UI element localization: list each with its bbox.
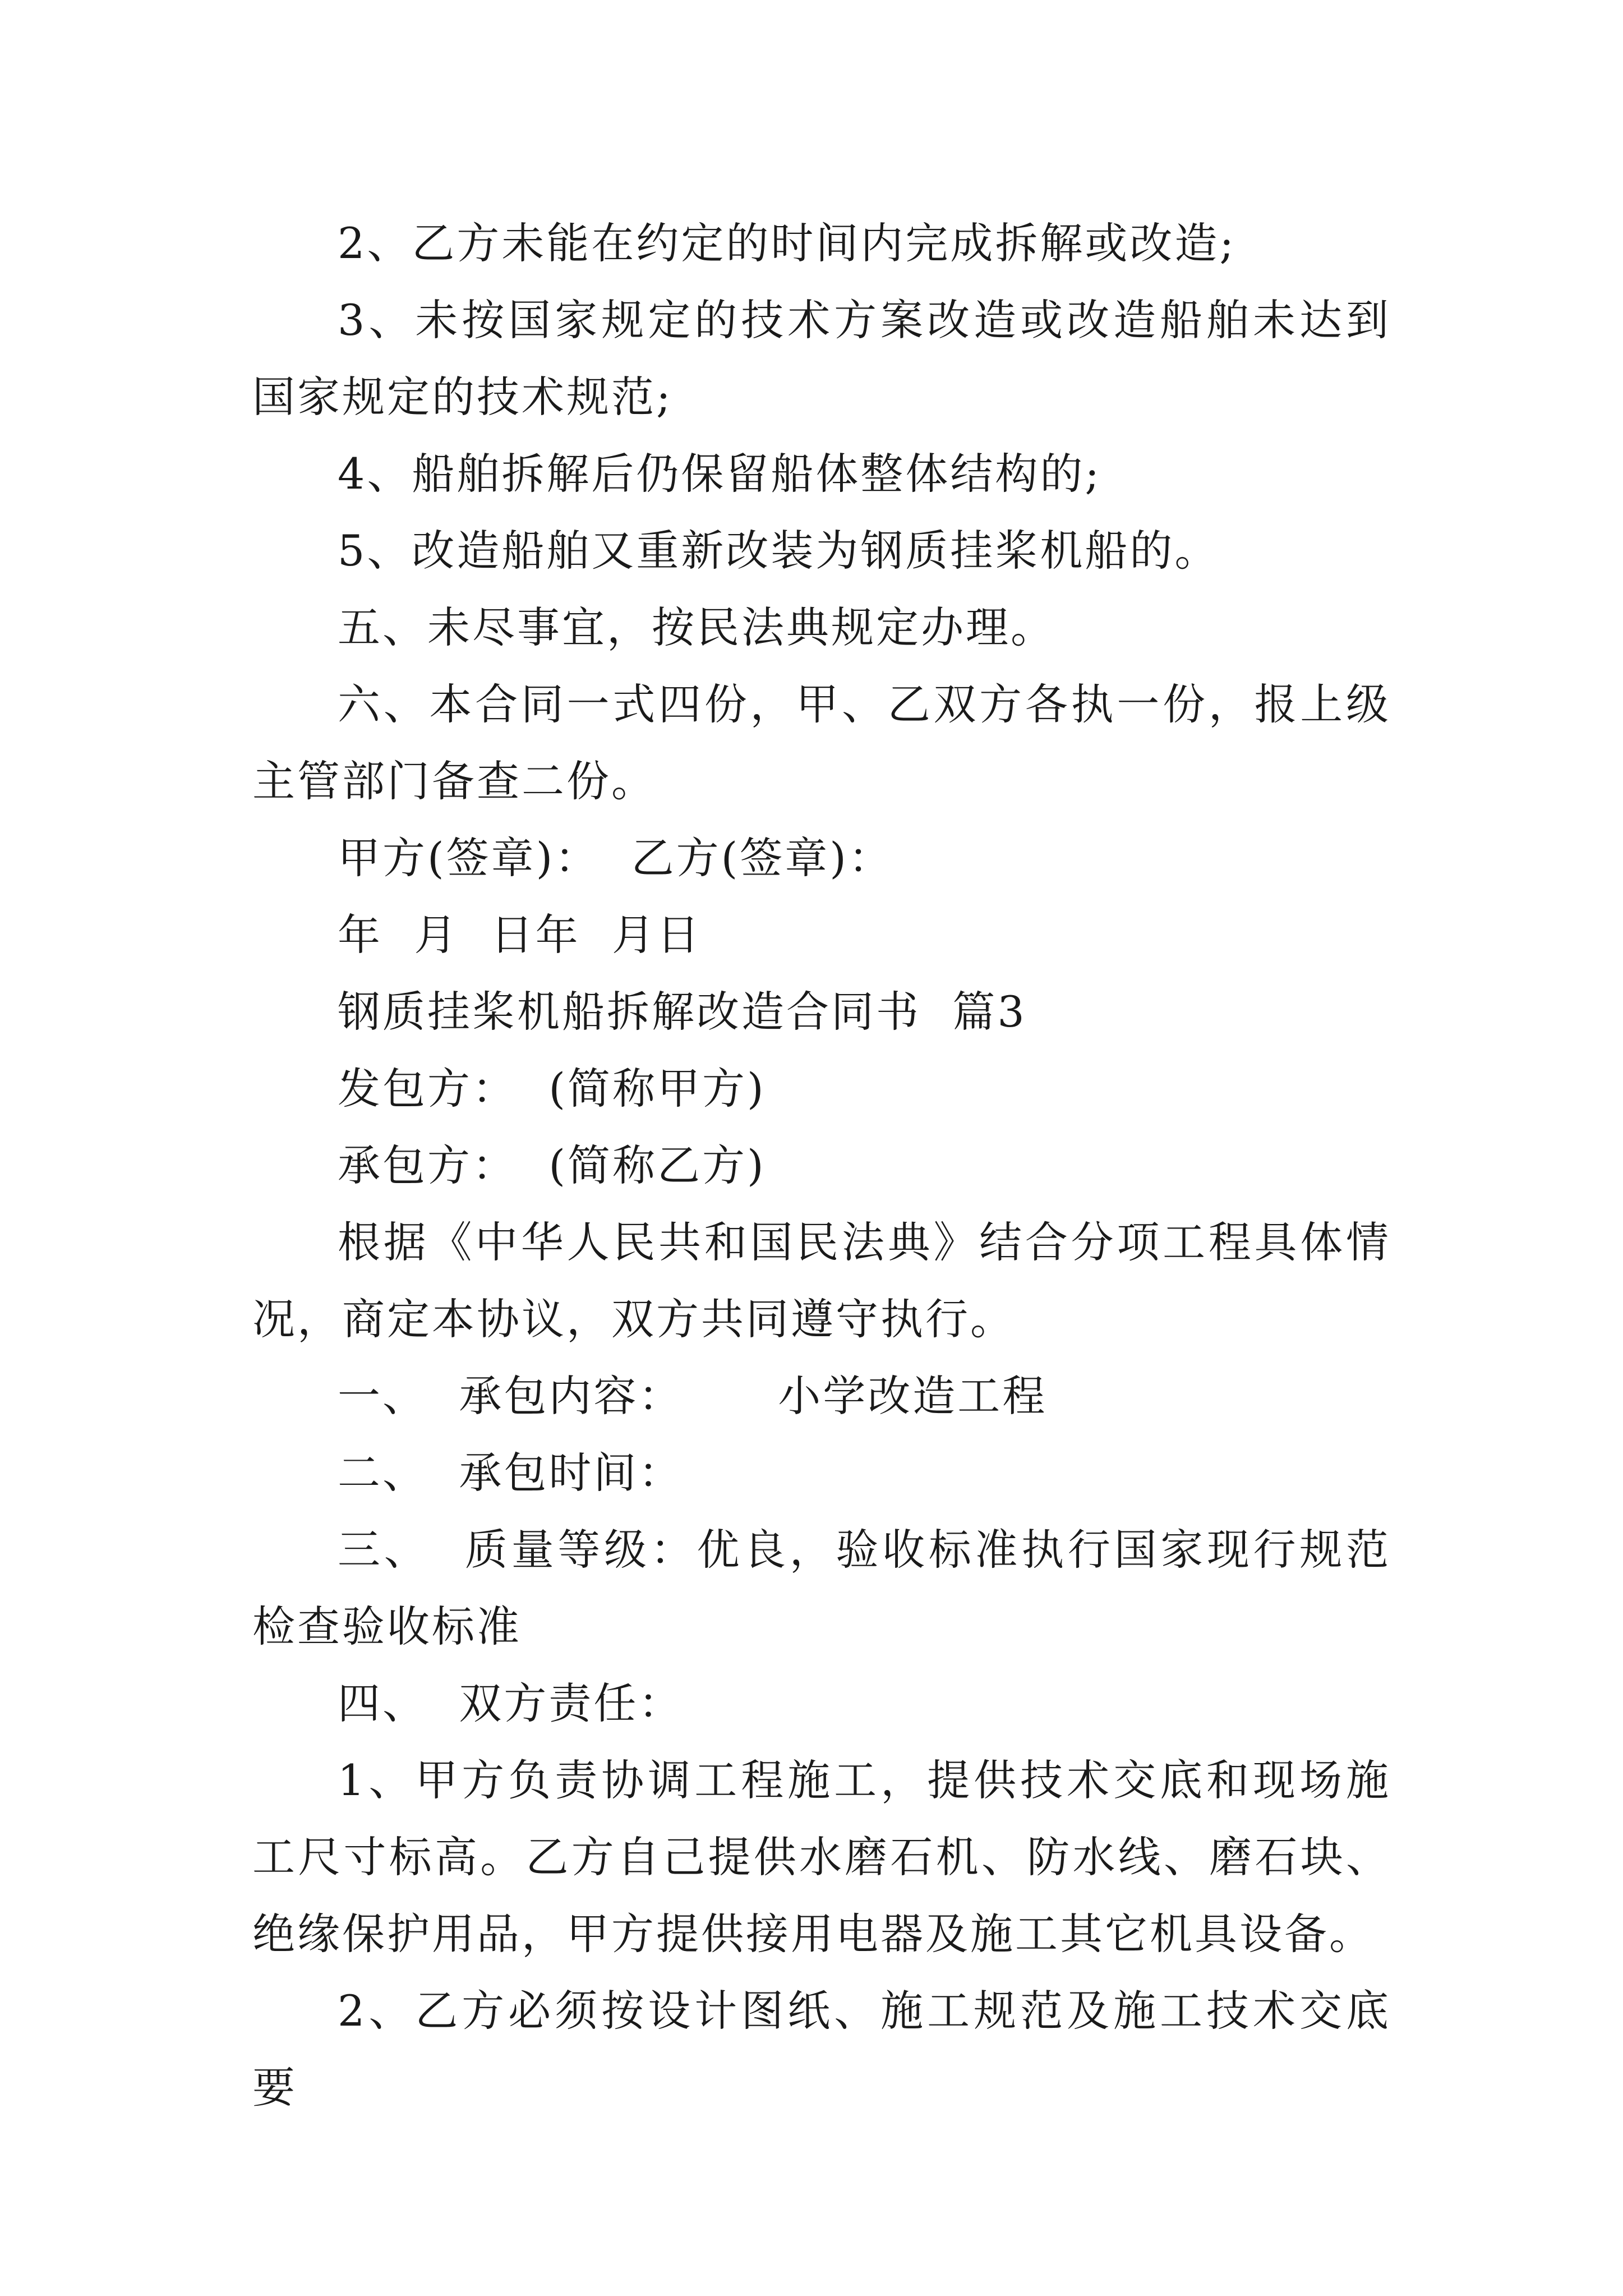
- clause-4-hull-retained: 4、船舶拆解后仍保留船体整体结构的;: [338, 449, 1101, 499]
- item-4-responsibilities: 四、 双方责任：: [338, 1678, 684, 1728]
- section-5-unsettled-matters: 五、未尽事宜，按民法典规定办理。: [338, 602, 1055, 652]
- section-6-copies: 六、本合同一式四份，甲、乙双方各执一份，报上级主管部门备查二份。: [252, 679, 1391, 806]
- responsibility-1-party-a: 1、甲方负责协调工程施工，提供技术交底和现场施工尺寸标高。乙方自己提供水磨石机、防水线、磨石块、绝缘保护用品，甲方提供接用电器及施工其它机具设备。: [252, 1755, 1391, 1959]
- responsibility-2-party-b: 2、乙方必须按设计图纸、施工规范及施工技术交底要: [252, 1986, 1391, 2113]
- item-3-quality: 三、 质量等级：优良，验收标准执行国家现行规范检查验收标准: [252, 1525, 1391, 1651]
- document-body: [252, 205, 1391, 2126]
- signature-line: 甲方(签章)： 乙方(签章)：: [338, 833, 893, 883]
- clause-3-nonconforming-modification: 3、未按国家规定的技术方案改造或改造船舶未达到国家规定的技术规范;: [252, 295, 1391, 422]
- item-2-duration: 二、 承包时间：: [338, 1448, 684, 1498]
- party-a-line: 发包方： (简称甲方): [338, 1064, 766, 1114]
- date-line: 年 月 日年 月日: [338, 910, 702, 960]
- item-1-scope: 一、 承包内容： 小学改造工程: [338, 1371, 1048, 1421]
- party-b-line: 承包方： (简称乙方): [338, 1140, 766, 1190]
- clause-2-failure-to-complete: 2、乙方未能在约定的时间内完成拆解或改造;: [338, 218, 1236, 268]
- legal-basis-paragraph: 根据《中华人民共和国民法典》结合分项工程具体情况，商定本协议，双方共同遵守执行。: [252, 1217, 1391, 1344]
- clause-5-refitted-again: 5、改造船舶又重新改装为钢质挂桨机船的。: [338, 526, 1220, 576]
- contract-heading: 钢质挂桨机船拆解改造合同书 篇3: [338, 987, 1027, 1037]
